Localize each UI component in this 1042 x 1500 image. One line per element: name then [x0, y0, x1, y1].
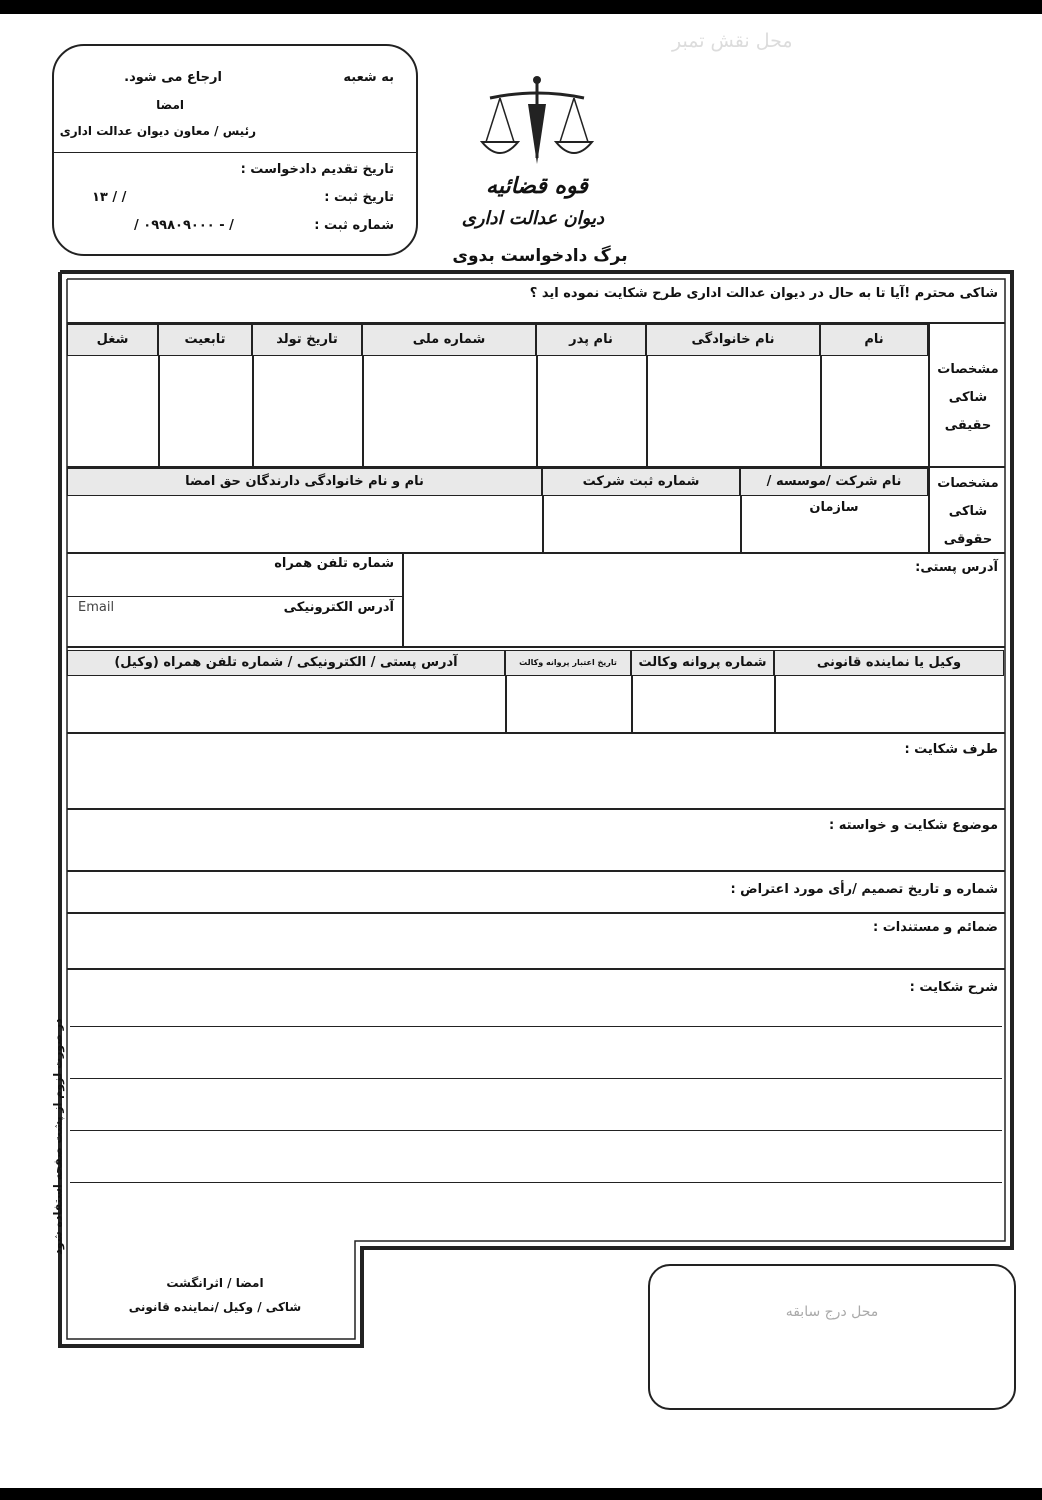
respondent-field[interactable]	[69, 754, 909, 804]
mobile-label: شماره تلفن همراه	[274, 556, 394, 571]
col-signatories: نام و نام خانوادگی دارندگان حق امضا	[67, 468, 542, 496]
attachments-field[interactable]	[69, 934, 889, 966]
reg-date-label: تاریخ ثبت :	[324, 190, 394, 205]
col-lawyer: وکیل یا نماینده قانونی	[774, 650, 1004, 676]
description-field[interactable]	[69, 974, 999, 1234]
col-company-reg-number: شماره ثبت شرکت	[542, 468, 740, 496]
lawyer-name-cell[interactable]	[776, 678, 1004, 730]
description-label: شرح شکایت :	[909, 980, 998, 995]
natural-father-name-cell[interactable]	[538, 358, 644, 464]
col-birth-date: تاریخ تولد	[252, 324, 362, 356]
prior-complaint-question: شاکی محترم !آیا تا به حال در دیوان عدالت اداری طرح شکایت نموده اید ؟	[529, 286, 998, 301]
record-box[interactable]	[648, 1264, 1016, 1410]
judiciary-logo-text: قوه قضائیه	[486, 174, 588, 199]
col-first-name: نام	[820, 324, 928, 356]
referred-label: ارجاع می شود.	[124, 70, 222, 85]
reg-number-label: شماره ثبت :	[314, 218, 394, 233]
court-logo-text: دیوان عدالت اداری	[461, 208, 604, 229]
col-nationality: تابعیت	[158, 324, 252, 356]
natural-national-id-cell[interactable]	[364, 358, 534, 464]
signature-label: امضا	[156, 98, 184, 112]
decision-field[interactable]	[69, 876, 759, 908]
license-number-cell[interactable]	[633, 678, 772, 730]
legal-company-reg-number-cell[interactable]	[544, 498, 738, 550]
email-label: آدرس الکترونیکی	[283, 600, 394, 615]
postal-address-field[interactable]	[406, 580, 926, 642]
col-company-name: نام شرکت /موسسه / سازمان	[740, 468, 928, 496]
head-label: رئیس / معاون دیوان عدالت اداری	[59, 124, 256, 138]
col-license-number: شماره پروانه وکالت	[631, 650, 774, 676]
submit-date-label: تاریخ تقدیم دادخواست :	[240, 162, 394, 177]
natural-nationality-cell[interactable]	[160, 358, 250, 464]
col-lawyer-contact: آدرس پستی / الکترونیکی / شماره تلفن همراه (وکیل)	[67, 650, 505, 676]
decision-label: شماره و تاریخ تصمیم /رأی مورد اعتراض :	[730, 882, 998, 897]
form-page	[0, 14, 1042, 1488]
respondent-label: طرف شکایت :	[904, 742, 998, 757]
subject-field[interactable]	[69, 834, 849, 866]
record-box-label: محل درج سابقه	[785, 1304, 879, 1320]
natural-person-side-label: مشخصات شاکی حقیقی	[937, 362, 999, 433]
col-father-name: نام پدر	[536, 324, 646, 356]
natural-birth-date-cell[interactable]	[254, 358, 360, 464]
postal-address-label: آدرس پستی:	[915, 560, 998, 575]
stamp-hint: محل نقش تمبر	[672, 30, 793, 52]
natural-occupation-cell[interactable]	[69, 358, 156, 464]
side-note: در صورت لزوم از پشت صفحه استفاده شود	[51, 1018, 65, 1255]
reg-number-value: / ۰۹۹۸۰۹۰۰۰ - /	[134, 218, 234, 233]
legal-company-name-cell[interactable]	[742, 498, 926, 550]
to-branch-label: به شعبه	[343, 70, 394, 85]
col-license-expiry: تاریخ اعتبار پروانه وکالت	[505, 650, 631, 676]
subject-label: موضوع شکایت و خواسته :	[829, 818, 998, 833]
legal-person-side-label: مشخصات شاکی حقوقی	[937, 476, 999, 547]
signatory-role-label: شاکی / وکیل /نماینده قانونی	[128, 1300, 302, 1314]
license-expiry-cell[interactable]	[507, 678, 629, 730]
reg-date-value: ۱۳ / /	[92, 190, 127, 205]
col-last-name: نام خانوادگی	[646, 324, 820, 356]
signature-fingerprint-label: امضا / اثرانگشت	[166, 1276, 264, 1290]
lawyer-contact-cell[interactable]	[69, 678, 503, 730]
form-title: برگ دادخواست بدوی	[452, 246, 628, 266]
email-hint: Email	[78, 600, 115, 615]
attachments-label: ضمائم و مستندات :	[872, 920, 998, 935]
natural-last-name-cell[interactable]	[648, 358, 818, 464]
col-national-id: شماره ملی	[362, 324, 536, 356]
natural-first-name-cell[interactable]	[822, 358, 926, 464]
legal-signatories-cell[interactable]	[69, 498, 540, 550]
col-occupation: شغل	[67, 324, 158, 356]
